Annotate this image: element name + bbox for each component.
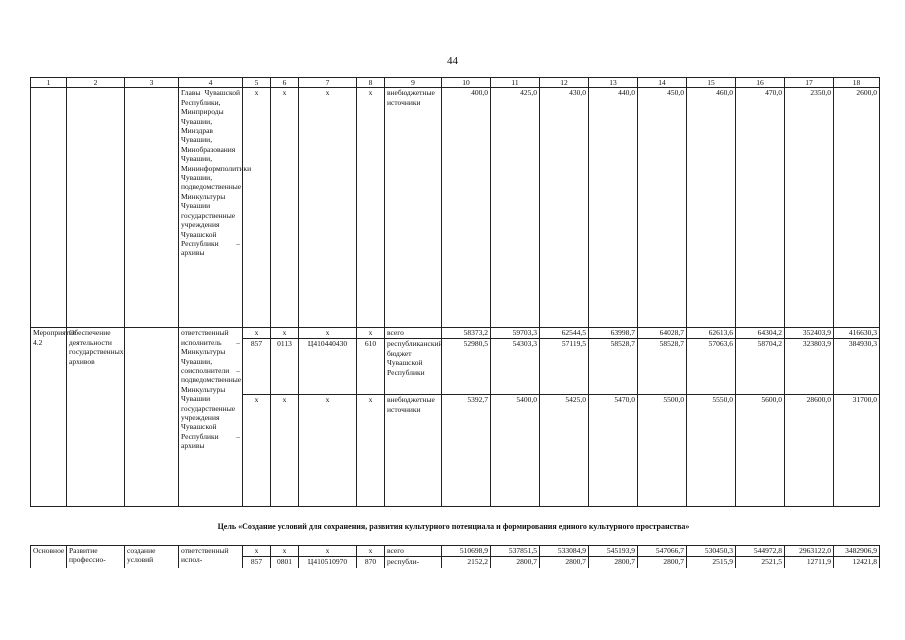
event-cell: Мероприятие 4.2 [31, 328, 67, 507]
responsible-cell: Главы Чувашской Республики, Минприроды Чувашии, Минздрав Чувашии, Минобразования Чувашии, Мининформполитики Чувашии, подведомственные Минкультуры Чувашии государственные учреждения Чувашской Республики – архивы [179, 88, 243, 328]
section-cell: x [271, 328, 299, 339]
target-article-cell: x [299, 395, 357, 507]
expense-group-cell: x [357, 395, 385, 507]
task-cell [125, 88, 179, 328]
name-cell [67, 88, 125, 328]
grbs-cell: 857 [243, 339, 271, 395]
event-cell: Основное [31, 546, 67, 568]
value-cell: 5400,0 [491, 395, 540, 507]
value-cell: 5500,0 [638, 395, 687, 507]
value-cell: 2600,0 [834, 88, 880, 328]
page-number: 44 [447, 55, 458, 67]
value-cell: 533084,9 [540, 546, 589, 557]
header-row [31, 78, 880, 88]
section-cell: 0801 [271, 557, 299, 568]
value-cell: 12421,8 [834, 557, 880, 568]
value-cell: 2800,7 [491, 557, 540, 568]
table-row [31, 546, 880, 557]
target-article-cell: x [299, 88, 357, 328]
value-cell: 460,0 [687, 88, 736, 328]
header-cell: 16 [736, 78, 785, 88]
value-cell: 31700,0 [834, 395, 880, 507]
value-cell: 52980,5 [442, 339, 491, 395]
value-cell: 58373,2 [442, 328, 491, 339]
value-cell: 537851,5 [491, 546, 540, 557]
value-cell: 62613,6 [687, 328, 736, 339]
source-cell: внебюджетные источники [385, 395, 442, 507]
value-cell: 5470,0 [589, 395, 638, 507]
value-cell: 12711,9 [785, 557, 834, 568]
value-cell: 400,0 [442, 88, 491, 328]
source-cell: республи- [385, 557, 442, 568]
value-cell: 2800,7 [589, 557, 638, 568]
header-cell: 15 [687, 78, 736, 88]
value-cell: 510698,9 [442, 546, 491, 557]
grbs-cell: x [243, 328, 271, 339]
header-cell: 7 [299, 78, 357, 88]
source-cell: всего [385, 328, 442, 339]
header-cell: 17 [785, 78, 834, 88]
value-cell: 54303,3 [491, 339, 540, 395]
section-cell: x [271, 546, 299, 557]
grbs-cell: x [243, 546, 271, 557]
section-cell: x [271, 395, 299, 507]
header-cell: 8 [357, 78, 385, 88]
source-cell: республиканский бюджет Чувашской Республики [385, 339, 442, 395]
header-cell: 5 [243, 78, 271, 88]
value-cell: 450,0 [638, 88, 687, 328]
header-cell: 12 [540, 78, 589, 88]
event-cell [31, 88, 67, 328]
expense-group-cell: 610 [357, 339, 385, 395]
header-cell: 4 [179, 78, 243, 88]
header-cell: 6 [271, 78, 299, 88]
source-cell: всего [385, 546, 442, 557]
value-cell: 384930,3 [834, 339, 880, 395]
target-article-cell: Ц410510970 [299, 557, 357, 568]
header-cell: 3 [125, 78, 179, 88]
value-cell: 430,0 [540, 88, 589, 328]
value-cell: 64028,7 [638, 328, 687, 339]
value-cell: 64304,2 [736, 328, 785, 339]
value-cell: 2152,2 [442, 557, 491, 568]
expense-group-cell: 870 [357, 557, 385, 568]
value-cell: 58528,7 [638, 339, 687, 395]
value-cell: 545193,9 [589, 546, 638, 557]
grbs-cell: x [243, 88, 271, 328]
name-cell: Развитие профессио- [67, 546, 125, 568]
value-cell: 544972,8 [736, 546, 785, 557]
value-cell: 416630,3 [834, 328, 880, 339]
expense-group-cell: x [357, 546, 385, 557]
value-cell: 530450,3 [687, 546, 736, 557]
value-cell: 2800,7 [638, 557, 687, 568]
value-cell: 2521,5 [736, 557, 785, 568]
value-cell: 323803,9 [785, 339, 834, 395]
value-cell: 3482906,9 [834, 546, 880, 557]
value-cell: 5425,0 [540, 395, 589, 507]
value-cell: 547066,7 [638, 546, 687, 557]
value-cell: 470,0 [736, 88, 785, 328]
value-cell: 2350,0 [785, 88, 834, 328]
name-cell: Обеспечение деятельности государственных архивов [67, 328, 125, 507]
task-cell: создание условий [125, 546, 179, 568]
value-cell: 440,0 [589, 88, 638, 328]
value-cell: 57119,5 [540, 339, 589, 395]
responsible-cell: ответственный исполнитель – Минкультуры Чувашии, соисполнители – подведомственные Минкультуры Чувашии государственные учреждения Чувашской Республики – архивы [179, 328, 243, 507]
grbs-cell: 857 [243, 557, 271, 568]
expense-group-cell: x [357, 88, 385, 328]
value-cell: 5392,7 [442, 395, 491, 507]
table-row [31, 328, 880, 339]
value-cell: 59703,3 [491, 328, 540, 339]
value-cell: 58704,2 [736, 339, 785, 395]
header-cell: 11 [491, 78, 540, 88]
value-cell: 2963122,0 [785, 546, 834, 557]
task-cell [125, 328, 179, 507]
header-cell: 1 [31, 78, 67, 88]
table-row [31, 88, 880, 328]
value-cell: 5550,0 [687, 395, 736, 507]
value-cell: 28600,0 [785, 395, 834, 507]
value-cell: 5600,0 [736, 395, 785, 507]
responsible-cell: ответственный испол- [179, 546, 243, 568]
header-cell: 18 [834, 78, 880, 88]
target-article-cell: Ц410440430 [299, 339, 357, 395]
target-article-cell: x [299, 546, 357, 557]
value-cell: 425,0 [491, 88, 540, 328]
header-cell: 2 [67, 78, 125, 88]
source-cell: внебюджетные источники [385, 88, 442, 328]
value-cell: 57063,6 [687, 339, 736, 395]
expense-group-cell: x [357, 328, 385, 339]
funding-table-bottom [30, 545, 880, 568]
funding-table-top [30, 77, 880, 507]
value-cell: 63998,7 [589, 328, 638, 339]
target-article-cell: x [299, 328, 357, 339]
section-cell: x [271, 88, 299, 328]
header-cell: 10 [442, 78, 491, 88]
grbs-cell: x [243, 395, 271, 507]
section-cell: 0113 [271, 339, 299, 395]
header-cell: 14 [638, 78, 687, 88]
value-cell: 62544,5 [540, 328, 589, 339]
value-cell: 352403,9 [785, 328, 834, 339]
value-cell: 2800,7 [540, 557, 589, 568]
header-cell: 13 [589, 78, 638, 88]
goal-heading: Цель «Создание условий для сохранения, развития культурного потенциала и формирования единого культурного пространства» [217, 522, 690, 531]
value-cell: 2515,9 [687, 557, 736, 568]
value-cell: 58528,7 [589, 339, 638, 395]
header-cell: 9 [385, 78, 442, 88]
